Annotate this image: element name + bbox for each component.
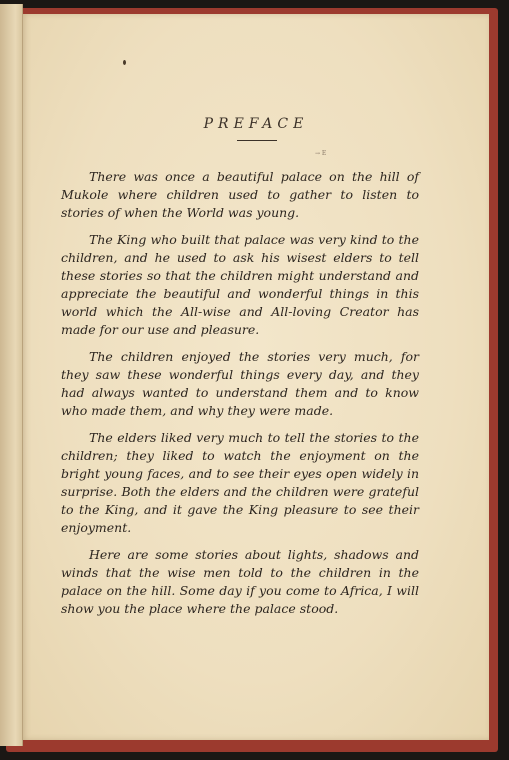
heading-rule (237, 140, 277, 141)
preface-text (61, 168, 419, 627)
paragraph-5: Here are some stories about lights, shadows and winds that the wise men told to the children in the palace on the hill. Some day if you come to Africa, I will show you the place where the palace stood. (61, 547, 419, 616)
book-page (23, 14, 489, 740)
paragraph-2: The King who built that palace was very kind to the children, and he used to ask his wisest elders to tell these stories so that the children might understand and appreciate the beautiful and wonderful things in this world which the All-wise and All-loving Creator has made for our use and pleasure. (61, 232, 419, 337)
margin-mark: → E (315, 150, 327, 157)
paragraph-1: There was once a beautiful palace on the hill of Mukole where children used to gather to listen to stories of when the World was young. (61, 169, 419, 220)
paragraph-4: The elders liked very much to tell the stories to the children; they liked to watch the enjoyment on the bright young faces, and to see their eyes open widely in surprise. Both the elders and the children were grateful to the King, and it gave the King pleasure to see their enjoyment. (61, 430, 419, 535)
paragraph-3: The children enjoyed the stories very much, for they saw these wonderful things every day, and they had always wanted to understand them and to know who made them, and why they were made. (61, 349, 419, 418)
left-page-edge (0, 4, 23, 746)
page-heading: PREFACE (203, 116, 309, 132)
ink-speck (123, 60, 126, 65)
